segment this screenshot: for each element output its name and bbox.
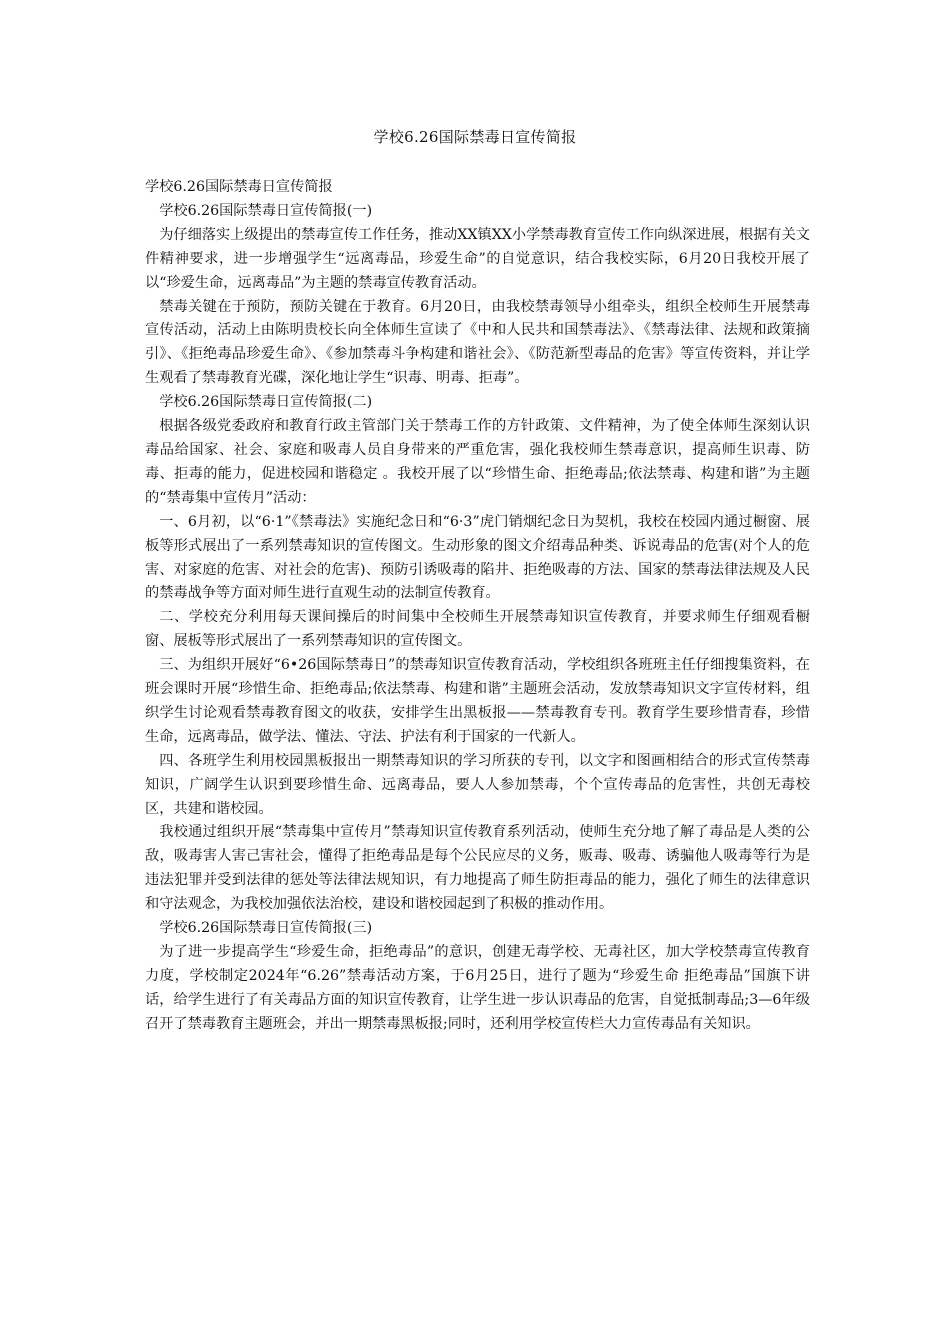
paragraph: 三、为组织开展好“6•26国际禁毒日”的禁毒知识宣传教育活动，学校组织各班班主任仔细搜集资料，在班会课时开展“珍惜生命、拒绝毒品;依法禁毒、构建和谐”主题班会活动，发放禁毒知识文字宣传材料，组织学生讨论观看禁毒教育图文的收获，安排学生出黑板报——禁毒教育专刊。教育学生要珍惜青春，珍惜生命，远离毒品，做学法、懂法、守法、护法有利于国家的一代新人。 (145, 657, 810, 745)
paragraph: 为了进一步提高学生“珍爱生命，拒绝毒品”的意识，创建无毒学校、无毒社区，加大学校禁毒宣传教育力度，学校制定2024年“6.26”禁毒活动方案，于6月25日，进行了题为“珍爱生命 拒绝毒品”国旗下讲话，给学生进行了有关毒品方面的知识宣传教育，让学生进一步认识毒品的危害，自觉抵制毒品;3—6年级召开了禁毒教育主题班会，并出一期禁毒黑板报;同时，还利用学校宣传栏大力宣传毒品有关知识。 (145, 944, 810, 1032)
document-body (145, 176, 810, 1037)
paragraph: 学校6.26国际禁毒日宣传简报(二) (159, 394, 373, 411)
paragraph: 学校6.26国际禁毒日宣传简报(一) (159, 202, 373, 219)
paragraph: 学校6.26国际禁毒日宣传简报(三) (159, 920, 373, 937)
paragraph: 二、学校充分利用每天课间操后的时间集中全校师生开展禁毒知识宣传教育，并要求师生仔细观看橱窗、展板等形式展出了一系列禁毒知识的宣传图文。 (145, 609, 810, 650)
paragraph: 四、各班学生利用校园黑板报出一期禁毒知识的学习所获的专刊，以文字和图画相结合的形式宣传禁毒知识，广阔学生认识到要珍惜生命、远离毒品，要人人参加禁毒，个个宣传毒品的危害性，共创无毒校区，共建和谐校园。 (145, 752, 810, 817)
paragraph: 禁毒关键在于预防，预防关键在于教育。6月20日，由我校禁毒领导小组牵头，组织全校师生开展禁毒宣传活动，活动上由陈明贵校长向全体师生宣读了《中和人民共和国禁毒法》、《禁毒法律、法规和政策摘引》、《拒绝毒品珍爱生命》、《参加禁毒斗争构建和谐社会》、《防范新型毒品的危害》等宣传资料，并让学生观看了禁毒教育光碟，深化地让学生“识毒、明毒、拒毒”。 (145, 298, 810, 387)
paragraph: 一、6月初，以“6·1”《禁毒法》实施纪念日和“6·3”虎门销烟纪念日为契机，我校在校园内通过橱窗、展板等形式展出了一系列禁毒知识的宣传图文。生动形象的图文介绍毒品种类、诉说毒品的危害(对个人的危害、对家庭的危害、对社会的危害)、预防引诱吸毒的陷井、拒绝吸毒的方法、国家的禁毒法律法规及人民的禁毒战争等方面对师生进行直观生动的法制宣传教育。 (145, 513, 810, 602)
paragraph: 我校通过组织开展“禁毒集中宣传月”禁毒知识宣传教育系列活动，使师生充分地了解了毒品是人类的公敌，吸毒害人害己害社会，懂得了拒绝毒品是每个公民应尽的义务，贩毒、吸毒、诱骗他人吸毒等行为是违法犯罪并受到法律的惩处等法律法规知识，有力地提高了师生防拒毒品的能力，强化了师生的法律意识和守法观念，为我校加强依法治校，建设和谐校园起到了积极的推动作用。 (145, 824, 810, 913)
paragraph: 根据各级党委政府和教育行政主管部门关于禁毒工作的方针政策、文件精神，为了使全体师生深刻认识毒品给国家、社会、家庭和吸毒人员自身带来的严重危害，强化我校师生禁毒意识，提高师生识毒、防毒、拒毒的能力，促进校园和谐稳定 。我校开展了以“珍惜生命、拒绝毒品;依法禁毒、构建和谐”为主题的“禁毒集中宣传月”活动： (145, 418, 810, 506)
paragraph: 为仔细落实上级提出的禁毒宣传工作任务，推动XX镇XX小学禁毒教育宣传工作向纵深进展，根据有关文件精神要求，进一步增强学生“远离毒品，珍爱生命”的自觉意识，结合我校实际，6月20日我校开展了以“珍爱生命，远离毒品”为主题的禁毒宣传教育活动。 (145, 226, 810, 291)
paragraph: 学校6.26国际禁毒日宣传简报 (145, 179, 333, 195)
document-title: 学校6.26国际禁毒日宣传简报 (373, 128, 577, 146)
